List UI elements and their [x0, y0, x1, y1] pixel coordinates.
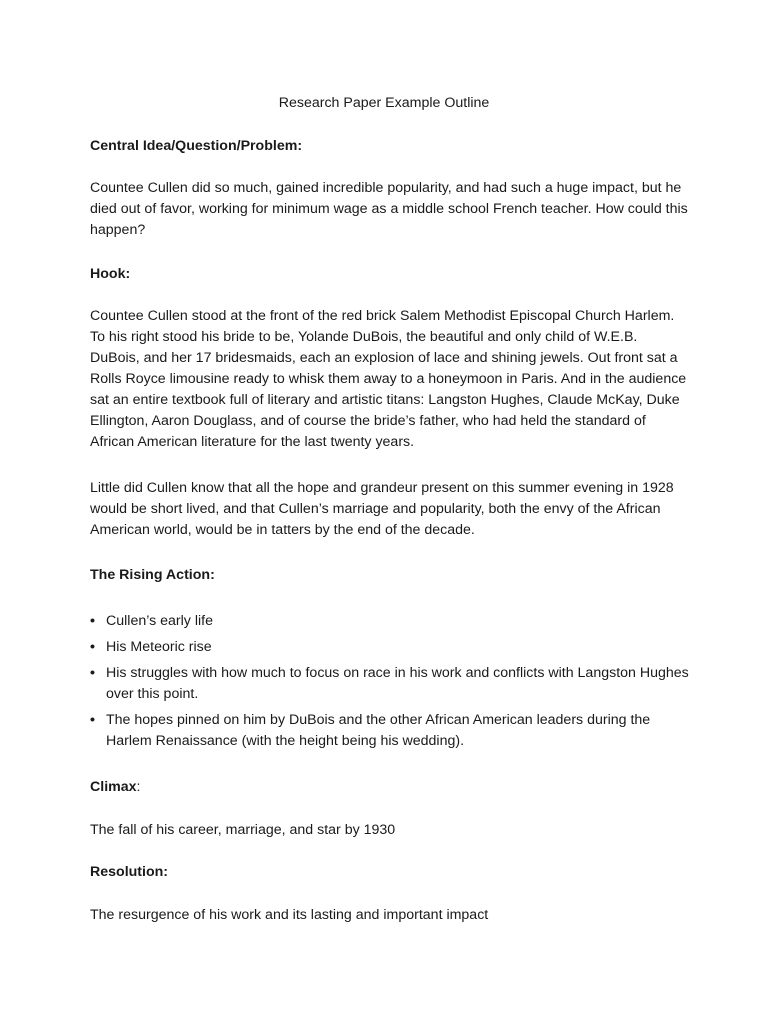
climax-heading-colon: :: [136, 779, 141, 795]
rising-action-list: [90, 611, 690, 752]
list-item: [90, 611, 690, 632]
list-item: [90, 637, 690, 658]
list-item: [90, 663, 690, 705]
hook-paragraph-2: Little did Cullen know that all the hope and grandeur present on this summer evening in 1928 would be short lived, and that Cullen’s marriage and popularity, both the envy of the African American world, would be in tatters by the end of the decade.: [90, 480, 674, 538]
bullet-icon: •: [90, 665, 95, 681]
list-item-text: His Meteoric rise: [106, 639, 212, 655]
hook-section: [90, 306, 690, 453]
bullet-icon: •: [90, 613, 95, 629]
document-title: Research Paper Example Outline: [278, 95, 490, 111]
climax-section: [90, 820, 690, 841]
rising-action-heading: The Rising Action:: [90, 567, 215, 583]
list-item: [90, 710, 690, 752]
rising-action-list-container: [90, 611, 690, 757]
hook-paragraph-1: Countee Cullen stood at the front of the red brick Salem Methodist Episcopal Church Harlem. To his right stood his bride to be, Yolande DuBois, the beautiful and only child of W.E.B. DuBois, and her 17 bridesmaids, each an explosion of lace and shining jewels. Out front sat a Rolls Royce limousine ready to whisk them away to a honeymoon in Paris. And in the audience sat an entire textbook full of literary and artistic titans: Langston Hughes, Claude McKay, Duke Ellington, Aaron Douglass, and of course the bride’s father, who had held the standard of African American literature for the last twenty years.: [90, 308, 687, 450]
central-idea-heading: Central Idea/Question/Problem:: [90, 138, 303, 154]
central-idea-paragraph: Countee Cullen did so much, gained incredible popularity, and had such a huge impact, but he died out of favor, working for minimum wage as a middle school French teacher. How could this happen?: [90, 180, 688, 238]
climax-heading: [90, 777, 690, 798]
list-item-text: Cullen’s early life: [106, 613, 213, 629]
bullet-icon: •: [90, 639, 95, 655]
resolution-heading: Resolution:: [90, 864, 169, 880]
hook-heading: Hook:: [90, 266, 131, 282]
list-item-text: His struggles with how much to focus on race in his work and conflicts with Langston Hughes over this point.: [106, 665, 689, 702]
resolution-section: [90, 905, 690, 926]
climax-text: The fall of his career, marriage, and star by 1930: [90, 822, 396, 838]
hook-section-2: [90, 478, 690, 541]
central-idea-text: [90, 178, 690, 241]
list-item-text: The hopes pinned on him by DuBois and the other African American leaders during the Harlem Renaissance (with the height being his wedding).: [106, 712, 651, 749]
resolution-text: The resurgence of his work and its lasting and important impact: [90, 907, 489, 923]
bullet-icon: •: [90, 712, 95, 728]
climax-heading-label: Climax: [90, 779, 137, 795]
